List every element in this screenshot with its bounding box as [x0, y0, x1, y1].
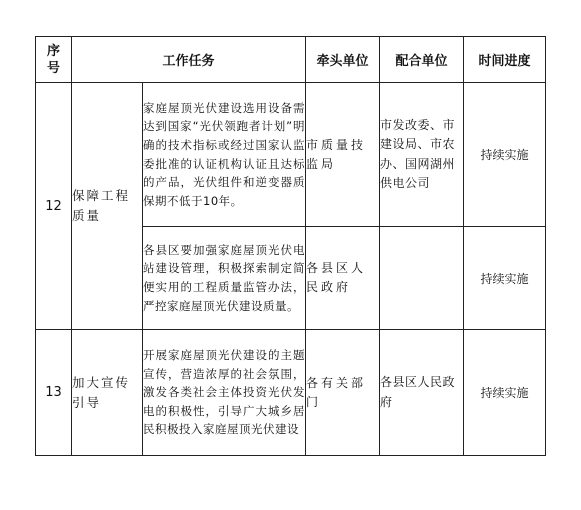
task-description: 各县区要加强家庭屋顶光伏电站建设管理，积极探索制定简便实用的工程质量监管办法，严控家庭屋顶光伏建设质量。: [143, 227, 306, 330]
table-row: [36, 83, 546, 227]
lead-unit: 市质量技监局: [306, 83, 380, 227]
task-table: [35, 36, 546, 456]
header-time: 时间进度: [464, 37, 546, 83]
time-progress: 持续实施: [464, 227, 546, 330]
header-lead: 牵头单位: [306, 37, 380, 83]
table-header-row: [36, 37, 546, 83]
header-task: 工作任务: [72, 37, 306, 83]
row-number: 13: [36, 330, 72, 456]
header-seq: 序号: [36, 37, 72, 83]
task-description: 家庭屋顶光伏建设选用设备需达到国家“光伏领跑者计划”明确的技术指标或经过国家认监委批准的认证机构认证且达标的产品，光伏组件和逆变器质保期不低于10年。: [143, 83, 306, 227]
task-description: 开展家庭屋顶光伏建设的主题宣传，营造浓厚的社会氛围，激发各类社会主体投资光伏发电的积极性，引导广大城乡居民积极投入家庭屋顶光伏建设: [143, 330, 306, 456]
header-coop: 配合单位: [380, 37, 464, 83]
coop-unit: 各县区人民政府: [380, 330, 464, 456]
time-progress: 持续实施: [464, 83, 546, 227]
table-row: [36, 330, 546, 456]
time-progress: 持续实施: [464, 330, 546, 456]
coop-unit: 市发改委、市建设局、市农办、国网湖州供电公司: [380, 83, 464, 227]
task-title: 加大宣传引导: [72, 330, 143, 456]
lead-unit: 各县区人民政府: [306, 227, 380, 330]
task-title: 保障工程质量: [72, 83, 143, 330]
row-number: 12: [36, 83, 72, 330]
coop-unit: [380, 227, 464, 330]
lead-unit: 各有关部门: [306, 330, 380, 456]
